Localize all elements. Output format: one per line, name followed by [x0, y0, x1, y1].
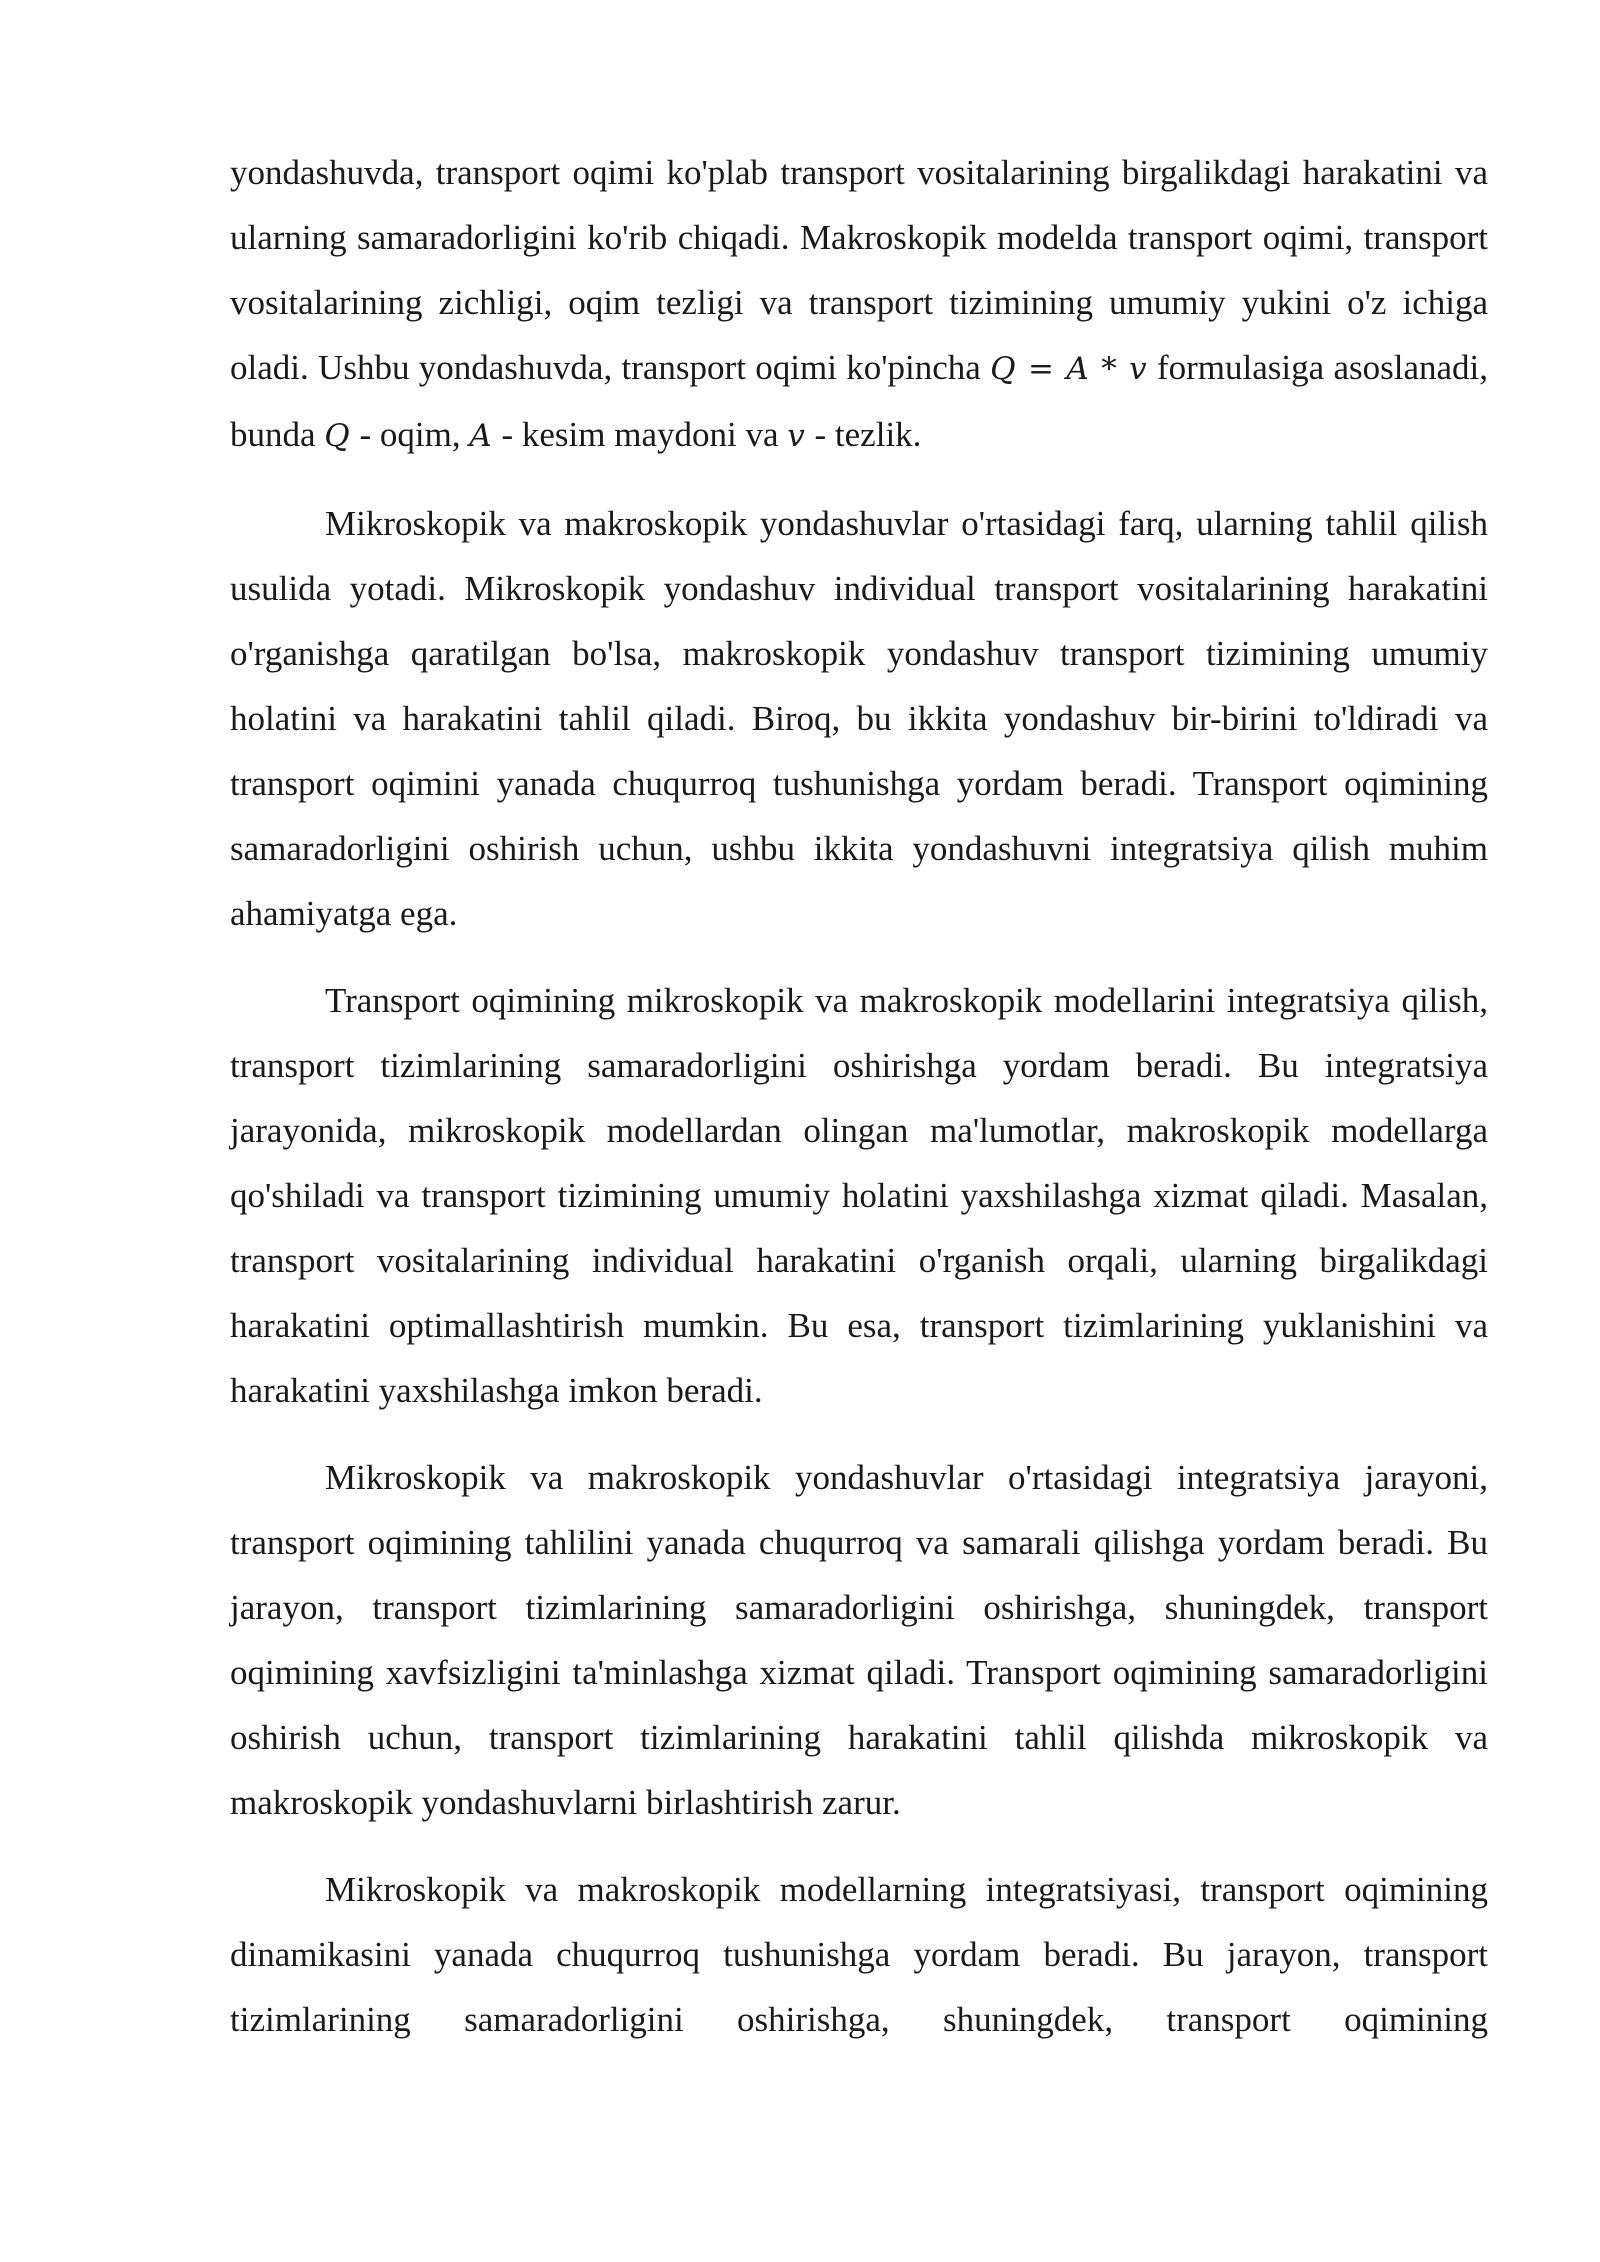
- paragraph-5: [230, 1857, 1488, 2052]
- paragraph-1-text-3: - oqim,: [350, 415, 470, 454]
- symbol-v: v: [787, 418, 806, 454]
- paragraph-2: [230, 491, 1488, 946]
- paragraph-3-text: Transport oqimining mikroskopik va makroskopik modellarini integratsiya qilish, transport tizimlarining samaradorligini oshirishga yordam beradi. Bu integratsiya jarayonida, mikroskopik modellardan olingan ma'lumotlar, makroskopik modellarga qo'shiladi va transport tizimining umumiy holatini yaxshilashga xizmat qiladi. Masalan, transport vositalarining individual harakatini o'rganish orqali, ularning birgalikdagi harakatini optimallashtirish mumkin. Bu esa, transport tizimlarining yuklanishini va harakatini yaxshilashga imkon beradi.: [230, 981, 1488, 1410]
- paragraph-1: [230, 140, 1488, 469]
- paragraph-1-text-5: - tezlik.: [805, 415, 922, 454]
- symbol-a: A: [469, 418, 493, 454]
- document-page: [230, 140, 1488, 2074]
- paragraph-1-text-4: - kesim maydoni va: [492, 415, 788, 454]
- paragraph-1-text-1: yondashuvda, transport oqimi ko'plab transport vositalarining birgalikdagi harakatini va ularning samaradorligini ko'rib chiqadi. Makroskopik modelda transport oqimi, transport vositalarining zichligi, oqim tezligi va transport tizimining umumiy yukini o'z ichiga oladi. Ushbu yondashuvda, transport oqimi ko'pincha: [230, 153, 1488, 387]
- symbol-q: Q: [324, 418, 351, 454]
- paragraph-5-text: Mikroskopik va makroskopik modellarning integratsiyasi, transport oqimining dinamikasini yanada chuqurroq tushunishga yordam beradi. Bu jarayon, transport tizimlarining samaradorligini oshirishga, shuningdek, transport oqimining: [230, 1870, 1488, 2039]
- formula-q-equals-a-times-v: Q = A * v: [990, 351, 1148, 387]
- paragraph-4-text: Mikroskopik va makroskopik yondashuvlar o'rtasidagi integratsiya jarayoni, transport oqimining tahlilini yanada chuqurroq va samarali qilishga yordam beradi. Bu jarayon, transport tizimlarining samaradorligini oshirishga, shuningdek, transport oqimining xavfsizligini ta'minlashga xizmat qiladi. Transport oqimining samaradorligini oshirish uchun, transport tizimlarining harakatini tahlil qilishda mikroskopik va makroskopik yondashuvlarni birlashtirish zarur.: [230, 1458, 1488, 1822]
- paragraph-2-text: Mikroskopik va makroskopik yondashuvlar o'rtasidagi farq, ularning tahlil qilish usulida yotadi. Mikroskopik yondashuv individual transport vositalarining harakatini o'rganishga qaratilgan bo'lsa, makroskopik yondashuv transport tizimining umumiy holatini va harakatini tahlil qiladi. Biroq, bu ikkita yondashuv bir-birini to'ldiradi va transport oqimini yanada chuqurroq tushunishga yordam beradi. Transport oqimining samaradorligini oshirish uchun, ushbu ikkita yondashuvni integratsiya qilish muhim ahamiyatga ega.: [230, 504, 1488, 933]
- paragraph-1-text-2: formulasiga asoslanadi, bunda: [230, 348, 1488, 454]
- paragraph-3: [230, 968, 1488, 1423]
- paragraph-4: [230, 1445, 1488, 1835]
